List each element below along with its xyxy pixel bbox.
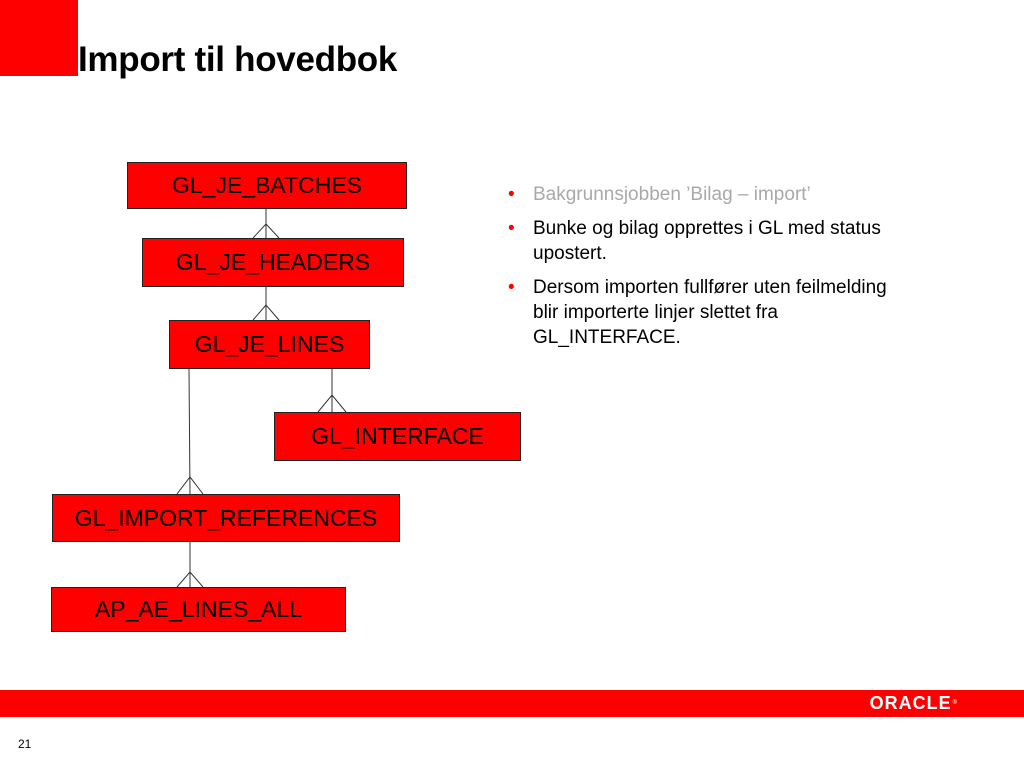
table-gl-je-headers: GL_JE_HEADERS (142, 238, 404, 287)
table-gl-je-lines: GL_JE_LINES (169, 320, 370, 369)
bullet-text: Bunke og bilag opprettes i GL med status upostert. (533, 218, 881, 264)
bullet-list (506, 182, 906, 359)
bullet-item-2 (506, 216, 906, 266)
table-ap-ae-lines-all: AP_AE_LINES_ALL (51, 587, 346, 632)
connector-lines-references (189, 369, 190, 494)
bullet-text: Dersom importen fullfører uten feilmelding blir importerte linjer slettet fra GL_INTERFACE. (533, 277, 887, 348)
footer-bar (0, 690, 1024, 717)
bullet-text: Bakgrunnsjobben ’Bilag – import’ (533, 184, 811, 205)
bullet-item-3 (506, 275, 906, 350)
oracle-logo (870, 693, 958, 714)
bullet-dot: • (508, 218, 515, 239)
table-gl-import-references: GL_IMPORT_REFERENCES (52, 494, 400, 542)
logo-text: ORACLE (869, 693, 952, 713)
bullet-dot: • (508, 184, 515, 205)
table-gl-interface: GL_INTERFACE (274, 412, 521, 461)
table-gl-je-batches: GL_JE_BATCHES (127, 162, 407, 209)
bullet-item-1 (506, 182, 906, 207)
registered-mark: ® (952, 700, 958, 706)
page-number: 21 (18, 737, 32, 751)
slide-title: Import til hovedbok (78, 40, 398, 79)
bullet-dot: • (508, 277, 515, 298)
